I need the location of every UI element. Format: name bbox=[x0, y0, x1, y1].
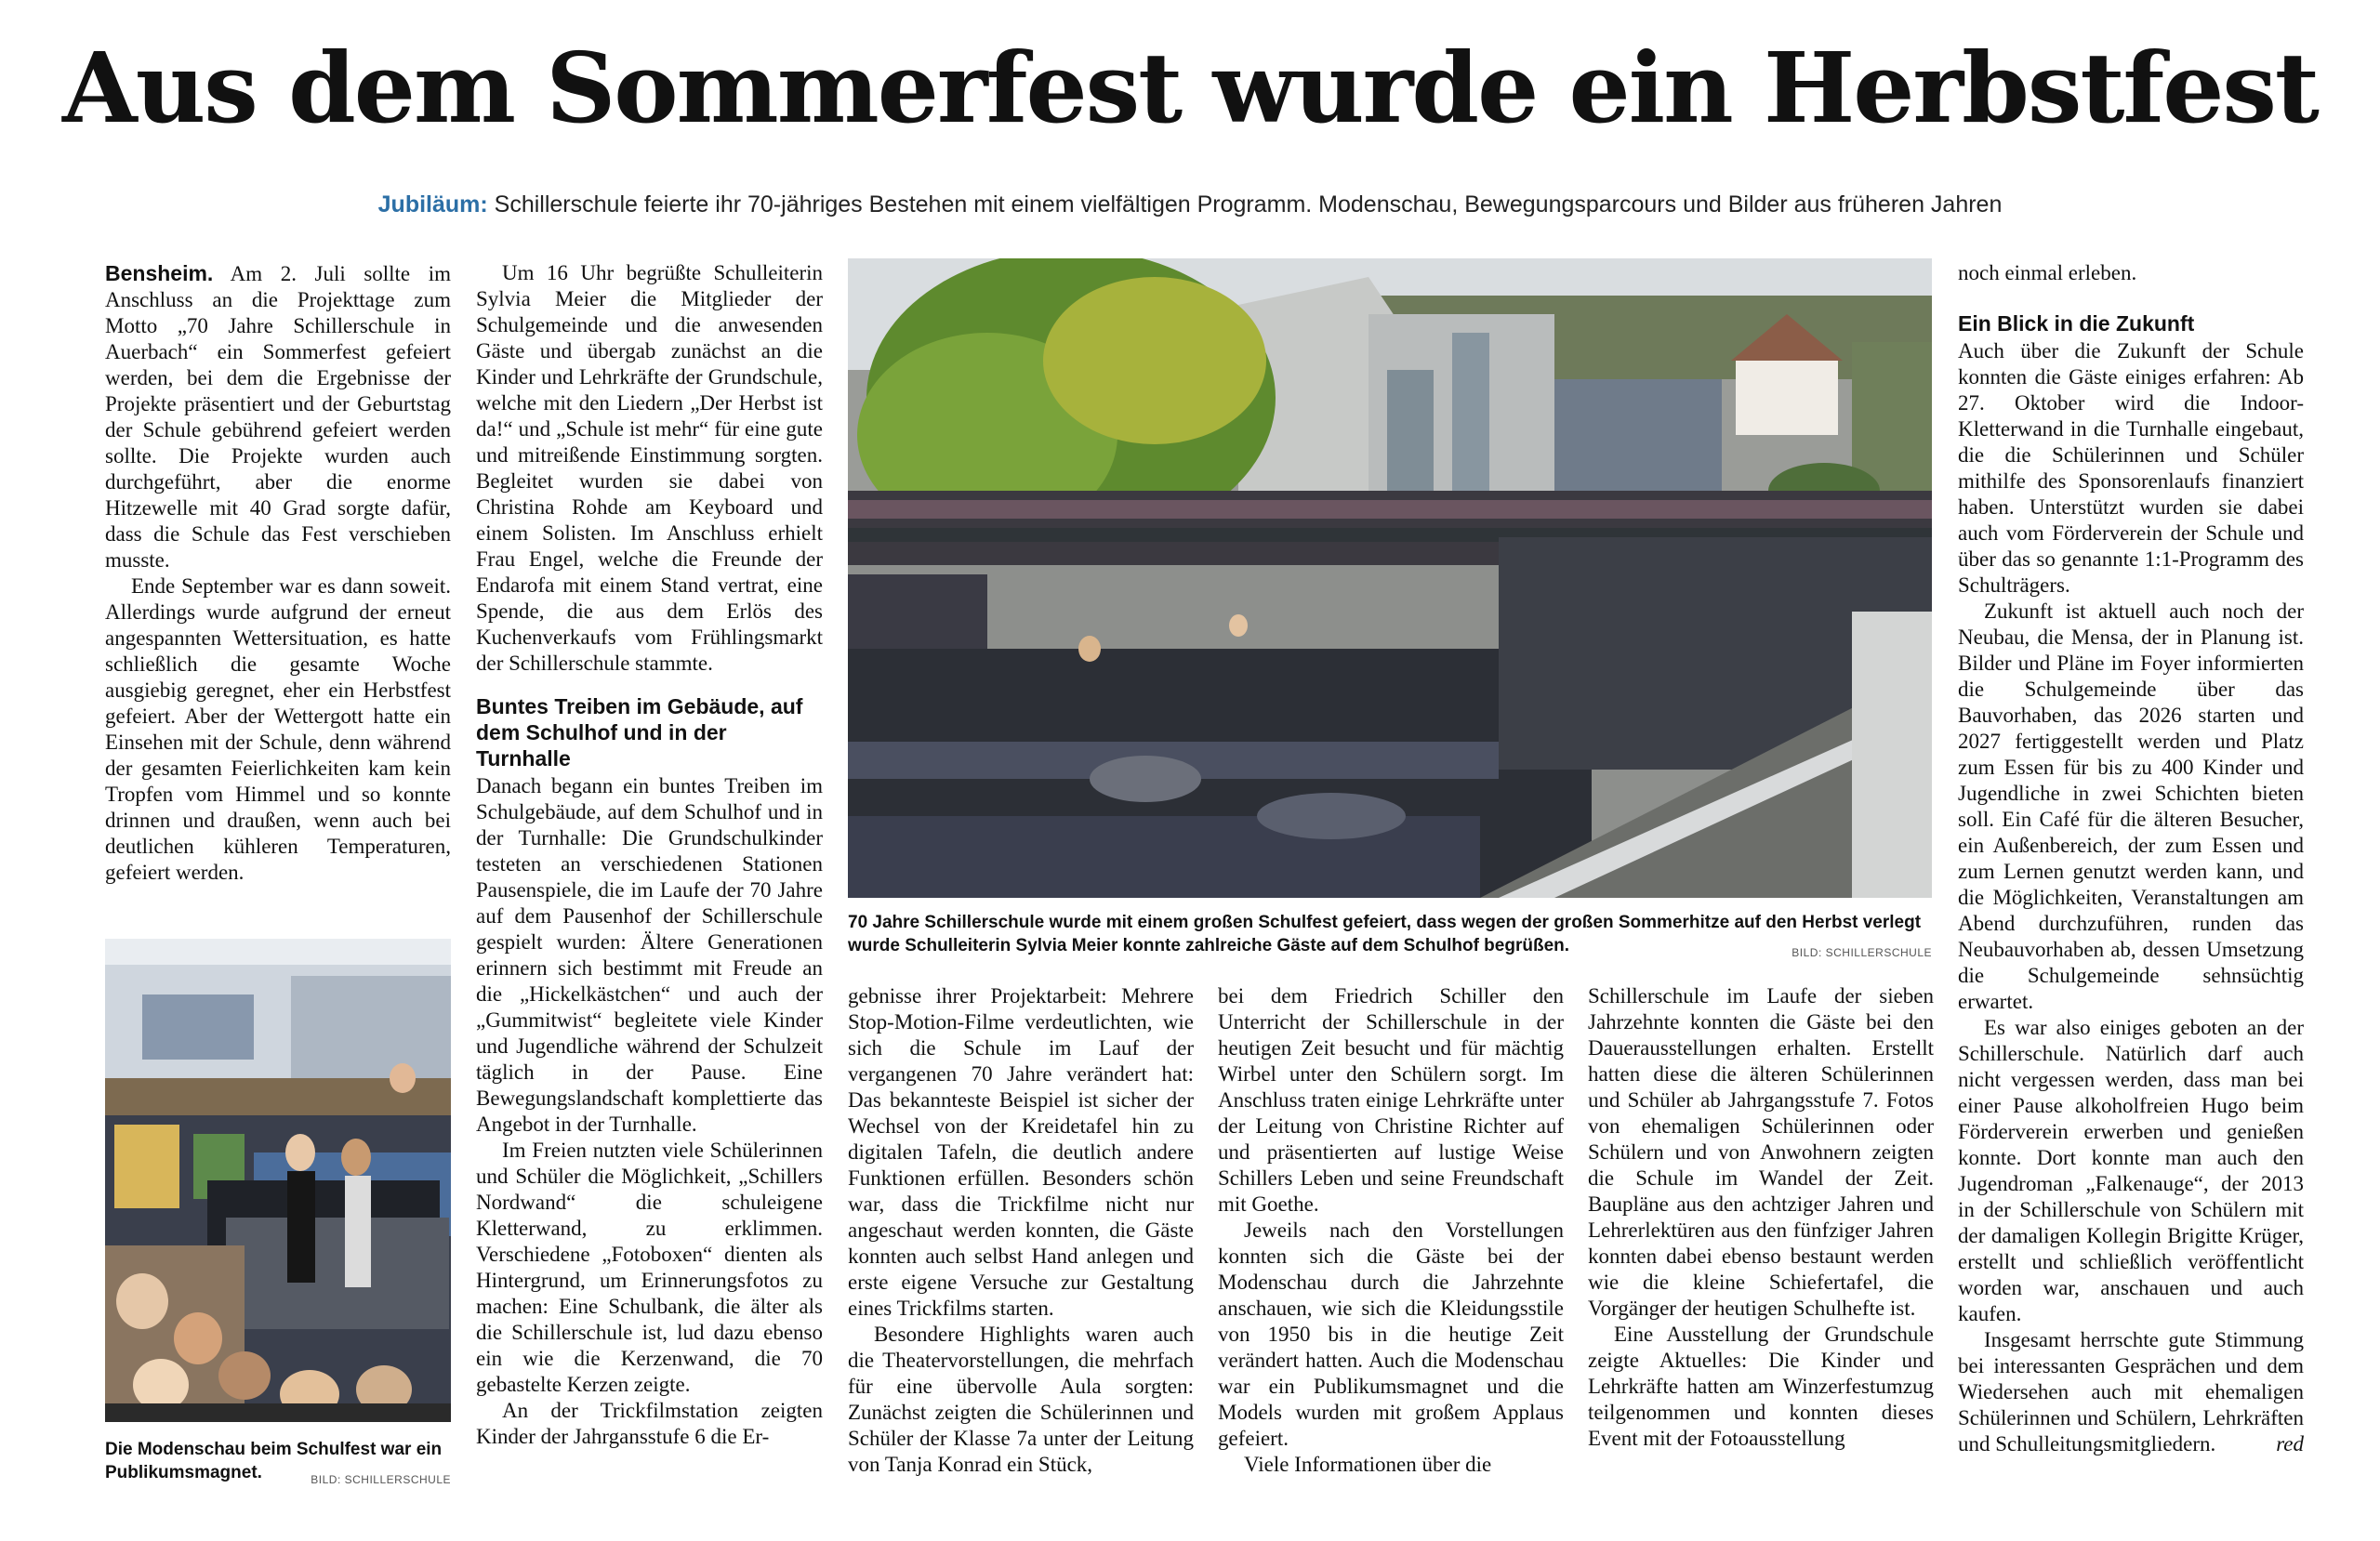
paragraph: Ende September war es dann soweit. Allerdings wurde aufgrund der erneut angespannten Wettersituation, es hatte schließlich die gesamte Woche ausgiebig geregnet, eher ein Herbstfest gefeiert. Aber der Wettergott hatte ein Einsehen mit der Schule, denn während der gesamten Feierlichkeiten kam kein Tropfen vom Himmel und so konnte drinnen und draußen, wenn auch bei deutlichen kühleren Temperaturen, gefeiert werden. bbox=[105, 574, 451, 884]
column-1 bbox=[105, 260, 451, 886]
column-3 bbox=[848, 983, 1194, 1478]
paragraph: Schillerschule im Laufe der sieben Jahrzehnte konnten die Gäste bei den Dauerausstellungen erhalten. Erstellt hatten diese die älteren Schülerinnen und Schüler ab Jahrgangsstufe 7. Fotos von ehemaligen Schülerinnen oder Schülern und von Anwohnern zeigten die Schule im Wandel der Zeit. Baupläne aus den achtziger Jahren und Lehrerlektüren aus den fünfziger Jahren konnten dabei ebenso bestaunt werden wie die kleine Schiefertafel, die Vorgänger der heutigen Schulhefte ist. bbox=[1588, 984, 1934, 1320]
paragraph: Eine Ausstellung der Grundschule zeigte Aktuelles: Die Kinder und Lehrkräfte hatten am Winzerfestumzug teilgenommen und konnten dieses Event mit der Fotoausstellung bbox=[1588, 1323, 1934, 1450]
paragraph bbox=[1958, 1327, 2304, 1457]
paragraph: Auch über die Zukunft der Schule konnten die Gäste einiges erfahren: Ab 27. Oktober wird die Indoor-Kletterwand in die Turnhalle eingebaut, die die Schülerinnen und Schüler mithilfe des Sponsorenlaufs finanziert haben. Unterstützt wurden sie dabei auch vom Förderverein der Schule und über das so genannte 1:1-Programm des Schulträgers. bbox=[1958, 339, 2304, 597]
schoolyard-image bbox=[848, 258, 1932, 898]
paragraph bbox=[105, 260, 451, 573]
fashion-show-photo bbox=[105, 939, 451, 1422]
column-6 bbox=[1958, 260, 2304, 1457]
photo-credit: BILD: SCHILLERSCHULE bbox=[1792, 946, 1932, 959]
paragraph: Viele Informationen über die bbox=[1244, 1453, 1492, 1476]
caption-text: Die Modenschau beim Schulfest war ein Publikumsmagnet. bbox=[105, 1440, 443, 1482]
paragraph: bei dem Friedrich Schiller den Unterricht der Schillerschule in der heutigen Zeit besucht und für mächtig Wirbel unter den Schülern sorgt. Im Anschluss traten einige Lehrkräfte unter der Leitung von Christine Richter auf und präsentierten auf lustige Weise Schillers Leben und seine Freundschaft mit Goethe. bbox=[1218, 984, 1564, 1216]
column-4 bbox=[1218, 983, 1564, 1478]
subheading: Ein Blick in die Zukunft bbox=[1958, 311, 2195, 336]
paragraph: Es war also einiges geboten an der Schillerschule. Natürlich darf auch nicht vergessen werden, dass man bei einer Pause alkoholfreien Hugo beim Förderverein erwerben und genießen konnte. Dort konnte man auch den Jugendroman „Falkenauge“, der 2013 in der Schillerschule von Schülern mit der damaligen Kollegin Brigitte Krüger, erstellt und schließlich veröffentlicht worden war, anschauen und auch kaufen. bbox=[1958, 1016, 2304, 1325]
paragraph: Besondere Highlights waren auch die Theatervorstellungen, die mehrfach für eine übervolle Aula sorgten: Zunächst zeigten die Schülerinnen und Schüler der Klasse 7a unter der Leitung von Tanja Konrad ein Stück, bbox=[848, 1323, 1194, 1476]
schoolyard-photo bbox=[848, 258, 1932, 898]
paragraph: gebnisse ihrer Projektarbeit: Mehrere Stop-Motion-Filme verdeutlichten, wie sich die Schule im Lauf der vergangenen 70 Jahre verändert hat: Das bekannteste Beispiel ist sicher der Wechsel von der Kreidetafel hin zu digitalen Tafeln, die deutlich andere Funktionen erfüllen. Besonders schön war, dass die Trickfilme nicht nur angeschaut werden konnten, die Gäste konnten auch selbst Hand anlegen und erste eigene Versuche zur Gestaltung eines Trickfilms starten. bbox=[848, 984, 1194, 1320]
headline: Aus dem Sommerfest wurde ein Herbstfest bbox=[62, 31, 2318, 145]
paragraph: An der Trickfilmstation zeigten Kinder der Jahrgansstufe 6 die Er- bbox=[476, 1399, 823, 1448]
paragraph: Um 16 Uhr begrüßte Schulleiterin Sylvia Meier die Mitglieder der Schulgemeinde und die anwesenden Gäste und übergab zunächst an die Kinder und Lehrkräfte der Grundschule, welche mit den Liedern „Der Herbst ist da!“ und „Schule ist mehr“ für eine gute und mitreißende Einstimmung sorgten. Begleitet wurden sie dabei von Christina Rohde am Keyboard und einem Solisten. Im Anschluss erhielt Frau Engel, welche die Freunde der Endarofa mit einem Stand vertrat, eine Spende, die aus dem Erlös des Kuchenverkaufs vom Frühlingsmarkt der Schillerschule stammte. bbox=[476, 261, 823, 675]
paragraph: Im Freien nutzten viele Schülerinnen und Schüler die Möglichkeit, „Schillers Nordwand“ die schuleigene Kletterwand, zu erklimmen. Verschiedene „Fotoboxen“ dienten als Hintergrund, um Erinnerungsfotos zu machen: Eine Schulbank, die älter als die Schillerschule ist, lud dazu ebenso ein wie die Kerzenwand, die 70 gebastelte Kerzen zeigte. bbox=[476, 1139, 823, 1396]
caption-text: 70 Jahre Schillerschule wurde mit einem großen Schulfest gefeiert, dass wegen der großen Sommerhitze auf den Herbst verlegt wurde Schulleiterin Sylvia Meier konnte zahlreiche Gäste auf dem Schulhof begrüßen. bbox=[848, 913, 1922, 955]
paragraph: noch einmal erleben. bbox=[1958, 261, 2137, 284]
photo-credit: BILD: SCHILLERSCHULE bbox=[311, 1473, 451, 1486]
author-signature: red bbox=[2276, 1432, 2304, 1455]
schoolyard-caption bbox=[848, 911, 1932, 965]
paragraph: Zukunft ist aktuell auch noch der Neubau, die Mensa, der in Planung ist. Bilder und Pläne im Foyer informierten die Schulgemeinde über das Bauvorhaben, das 2026 starten und 2027 fertiggestellt werden und Platz zum Essen für bis zu 400 Kinder und Jugendliche in zwei Schichten bieten soll. Ein Café für die älteren Besucher, ein Außenbereich, der zum Essen und zum Lernen genutzt werden kann, und die Möglichkeiten, Veranstaltungen am Abend durchzuführen, runden das Neubauvorhaben ab, dessen Umsetzung die Schulgemeinde sehnsüchtig erwartet. bbox=[1958, 599, 2304, 1013]
subline bbox=[0, 191, 2380, 218]
paragraph: Danach begann ein buntes Treiben im Schulgebäude, auf dem Schulhof und in der Turnhalle: Die Grundschulkinder testeten an verschiedenen Stationen Pausenspiele, die im Laufe der 70 Jahre auf dem Pausenhof der Schillerschule gespielt wurden: Ältere Generationen erinnern sich bestimmt mit Freude an die „Hickelkästchen“ und auch der „Gummitwist“ begleitete viele Kinder und Jugendliche während der Schulzeit täglich in der Pause. Eine Bewegungslandschaft komplettierte das Angebot in der Turnhalle. bbox=[476, 774, 823, 1136]
fashion-show-image bbox=[105, 939, 451, 1422]
column-5 bbox=[1588, 983, 1934, 1452]
paragraph: Jeweils nach den Vorstellungen konnten sich die Gäste bei der Modenschau durch die Jahrzehnte anschauen, wie sich die Kleidungsstile von 1950 bis in die heutige Zeit verändert hatten. Auch die Modenschau war ein Publikumsmagnet und die Models wurden mit großem Applaus gefeiert. bbox=[1218, 1218, 1564, 1450]
paragraph-text: Insgesamt herrschte gute Stimmung bei interessanten Gesprächen und dem Wiedersehen auch mit ehemaligen Schülerinnen und Schülern, Lehrkräften und Schulleitungsmitgliedern. bbox=[1958, 1328, 2304, 1455]
subline-text: Schillerschule feierte ihr 70-jähriges Bestehen mit einem vielfältigen Programm. Modenschau, Bewegungsparcours und Bilder aus früheren Jahren bbox=[487, 191, 2003, 217]
fashion-show-caption bbox=[105, 1438, 451, 1492]
paragraph-text: Am 2. Juli sollte im Anschluss an die Projekttage zum Motto „70 Jahre Schillerschule in Auerbach“ ein Sommerfest gefeiert werden, bei dem die Ergebnisse der Projekte präsentiert und der Geburtstag der Schule gebührend gefeiert werden sollte. Die Projekte wurden auch durchgeführt, aber die enorme Hitzewelle mit 40 Grad sorgte dafür, dass die Schule das Fest verschieben musste. bbox=[105, 262, 451, 572]
column-2 bbox=[476, 260, 823, 1450]
dateline: Bensheim. bbox=[105, 261, 214, 285]
subheading: Buntes Treiben im Gebäude, auf dem Schulhof und in der Turnhalle bbox=[476, 694, 803, 770]
subline-kicker: Jubiläum: bbox=[377, 191, 488, 217]
